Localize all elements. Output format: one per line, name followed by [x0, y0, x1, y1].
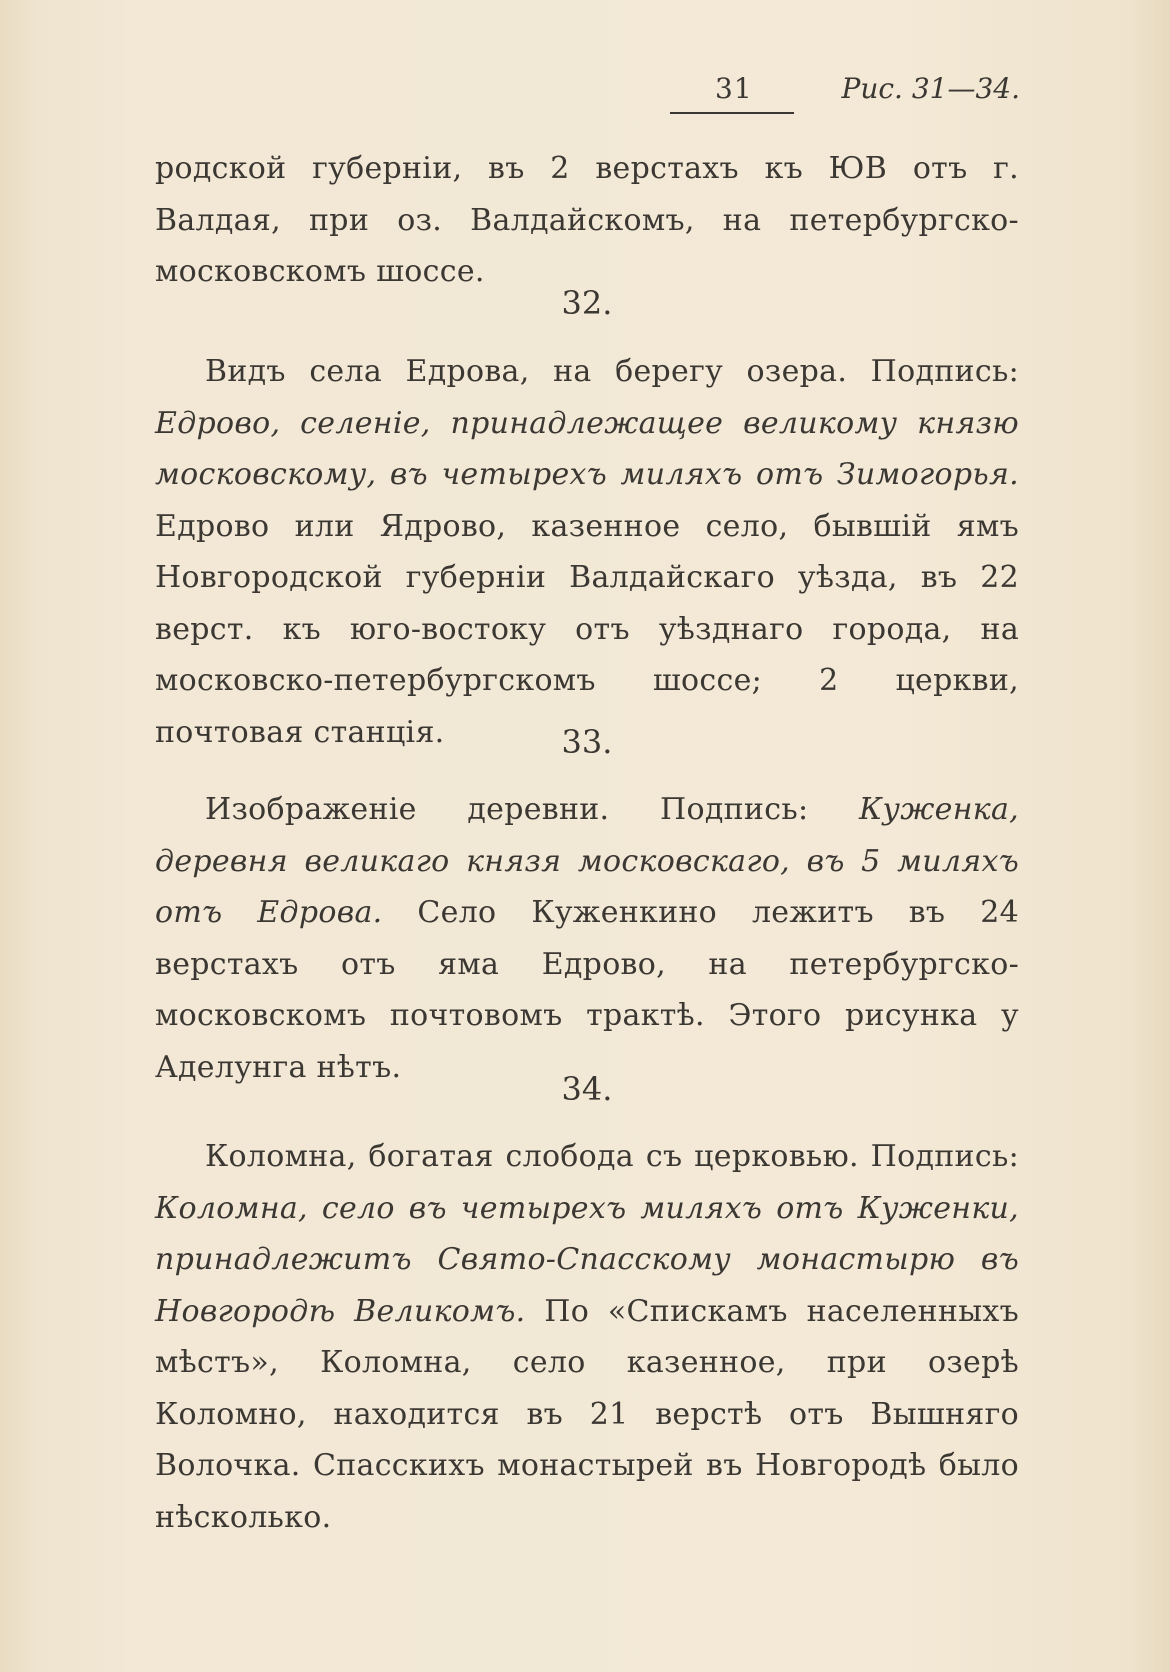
- paragraph-intro: Изображеніе деревни. Подпись:: [205, 792, 860, 827]
- paragraph-body: Едрово или Ядрово, казенное село, бывшій ямъ Новгородской губерніи Валдайскаго уѣзда, въ 22 верст. къ юго-востоку отъ уѣзднаго города, на московско-петербургскомъ шоссе; 2 церкви, почтовая станція.: [155, 508, 1019, 750]
- running-head: Рис. 31—34.: [841, 72, 1020, 105]
- header-rule: [670, 112, 794, 114]
- section-paragraph-33: [155, 784, 1019, 1093]
- section-paragraph-34: [155, 1131, 1019, 1543]
- page-header: [150, 72, 1020, 116]
- section-paragraph-32: [155, 346, 1019, 758]
- continuation-paragraph: [155, 143, 1019, 298]
- page-number: 31: [715, 72, 753, 105]
- picture-caption: Коломна, село въ четырехъ миляхъ отъ Куженки, принадлежитъ Свято-Спасскому монастырю въ Новгородѣ Великомъ.: [155, 1190, 1019, 1329]
- picture-caption: Куженка, деревня великаго князя московскаго, въ 5 миляхъ отъ Едрова.: [155, 792, 1019, 930]
- paragraph-body: По «Спискамъ населенныхъ мѣстъ», Коломна, село казенное, при озерѣ Коломно, находится въ 21 верстѣ отъ Вышняго Волочка. Спасскихъ монастырей въ Новгородѣ было нѣсколько.: [155, 1293, 1019, 1535]
- section-heading-34: 34.: [561, 1070, 613, 1108]
- paragraph-intro: Коломна, богатая слобода съ церковью. Подпись:: [205, 1139, 1019, 1174]
- paragraph-intro: Видъ села Едрова, на берегу озера. Подпись:: [205, 354, 1019, 389]
- paragraph-text: родской губерніи, въ 2 верстахъ къ ЮВ отъ г. Валдая, при оз. Валдайскомъ, на петербургско-московскомъ шоссе.: [155, 151, 1019, 289]
- section-heading-32: 32.: [561, 284, 613, 322]
- paragraph-body: Село Куженкино лежитъ въ 24 верстахъ отъ яма Едрово, на петербургско-московскомъ почтовомъ трактѣ. Этого рисунка у Аделунга нѣтъ.: [155, 895, 1019, 1085]
- picture-caption: Едрово, селеніе, принадлежащее великому князю московскому, въ четырехъ миляхъ отъ Зимогорья.: [155, 405, 1019, 492]
- section-heading-33: 33.: [561, 723, 613, 761]
